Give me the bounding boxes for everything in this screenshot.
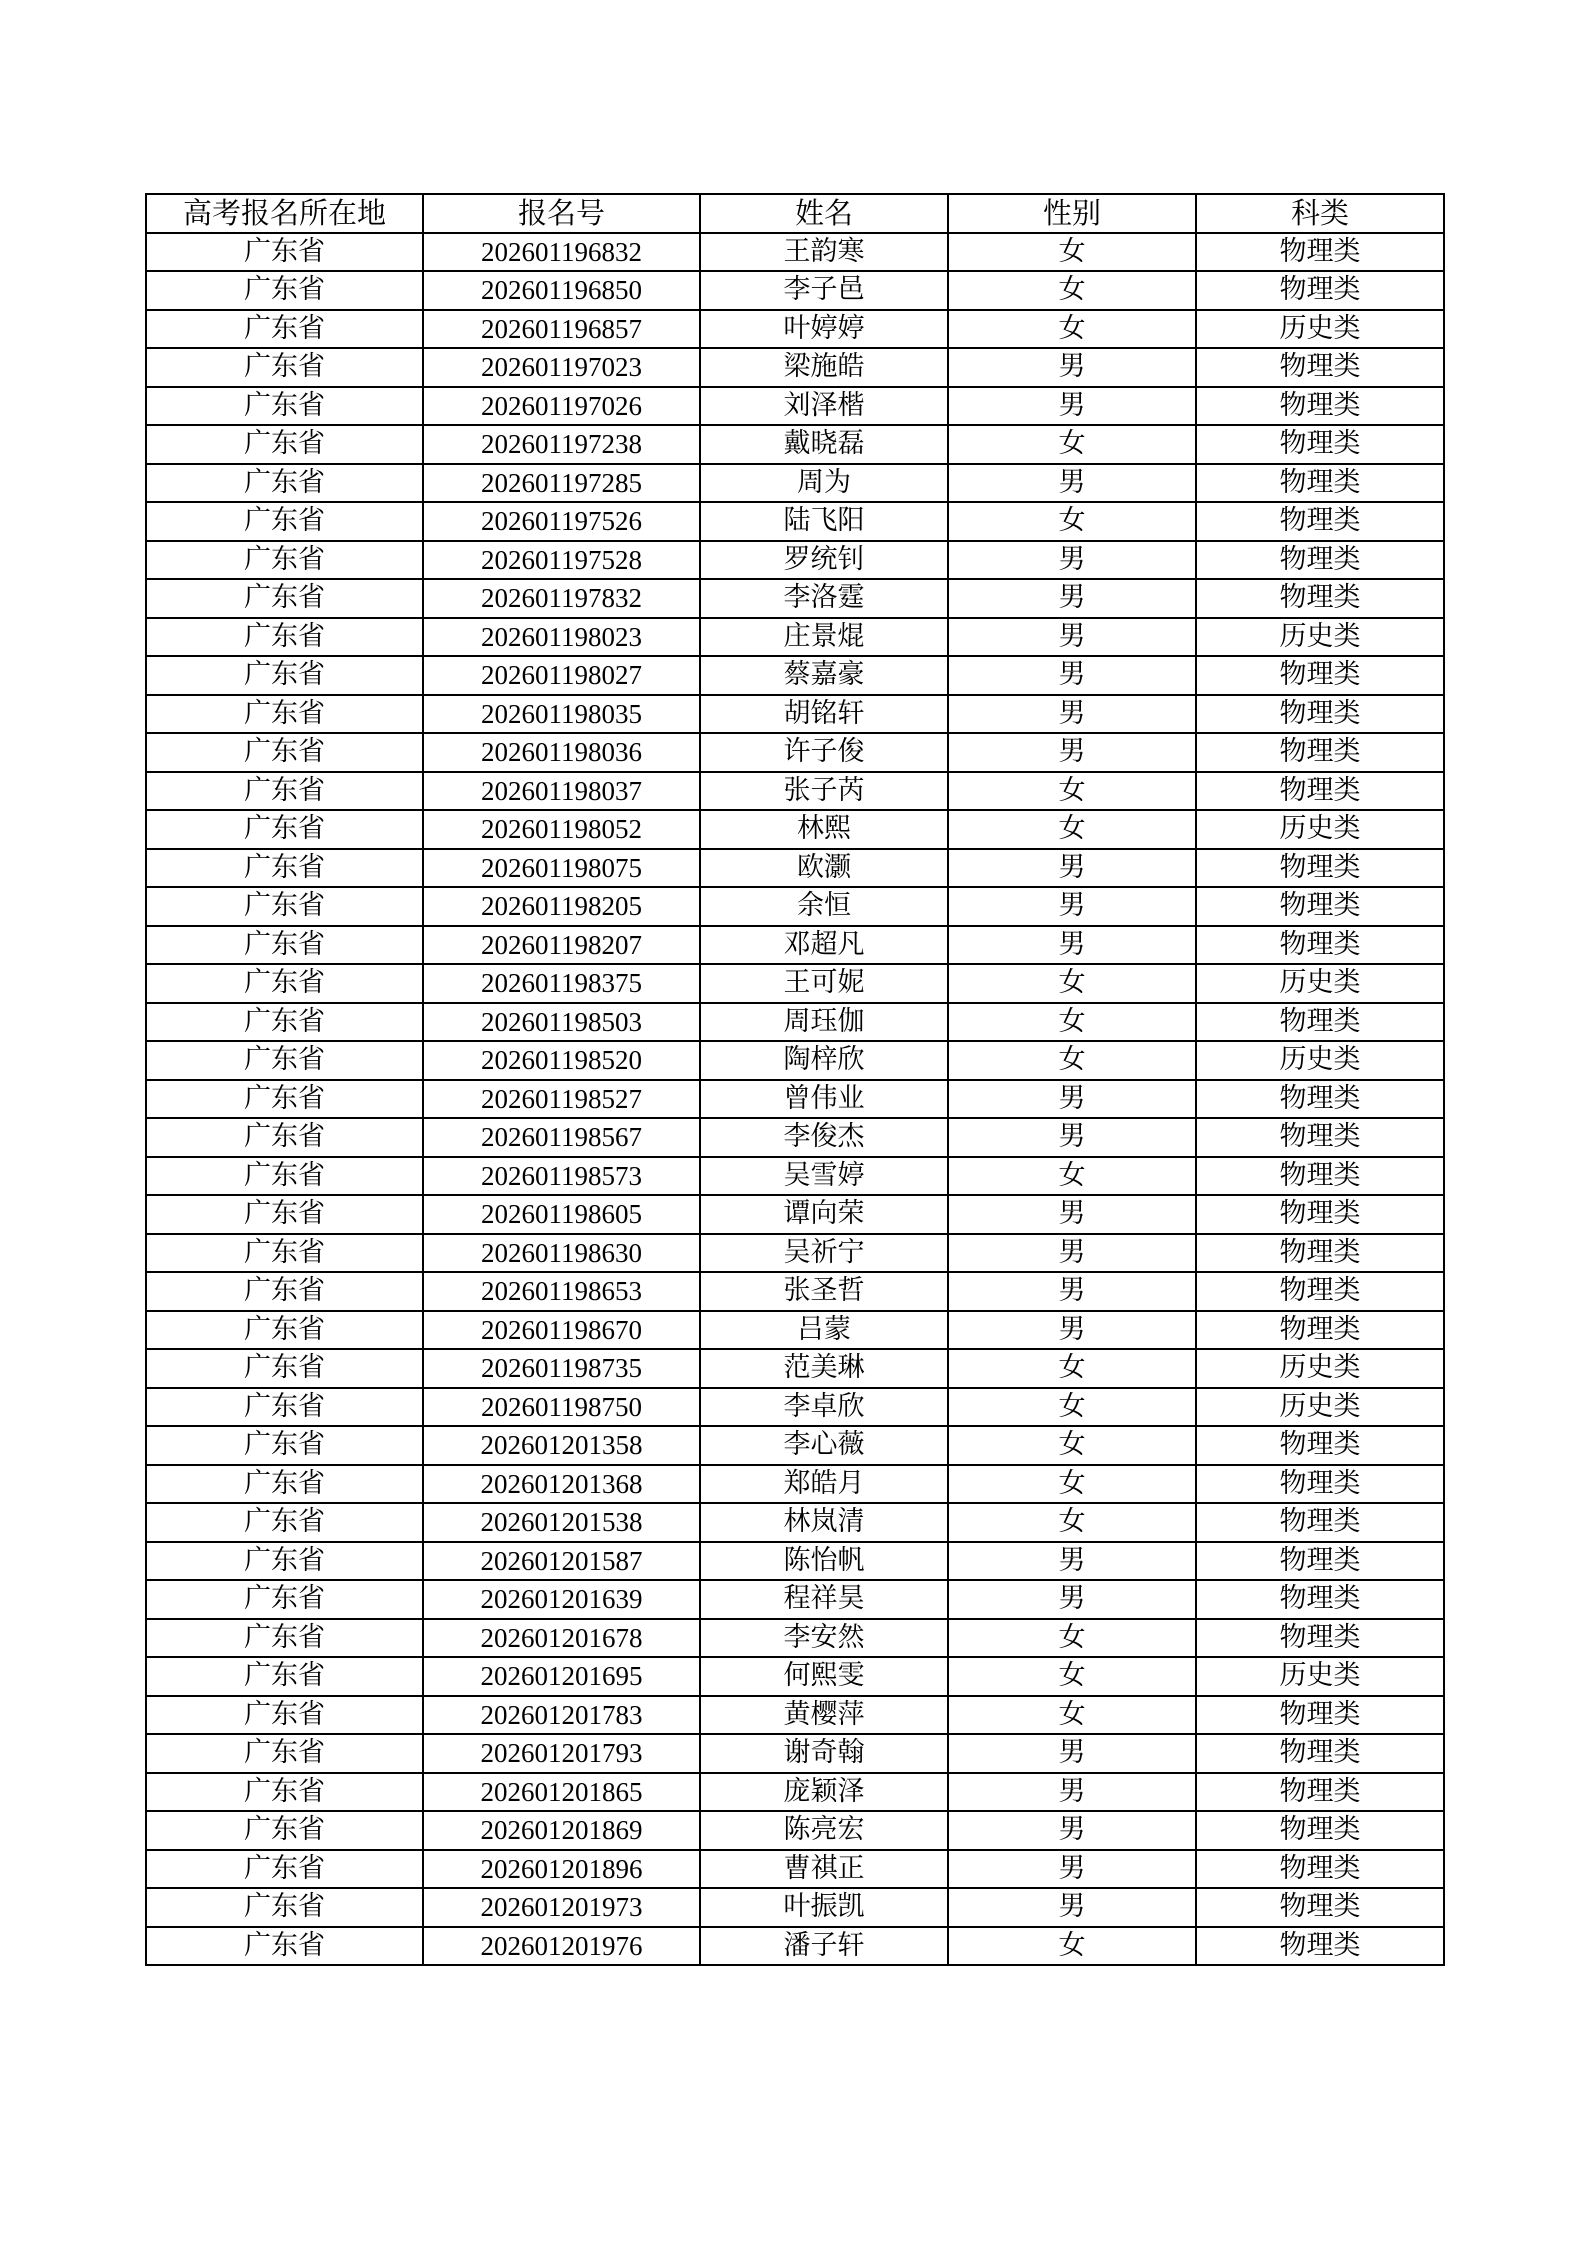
- cell-gender: 女: [948, 772, 1196, 811]
- cell-name: 许子俊: [700, 733, 948, 772]
- cell-registration-number: 202601201793: [423, 1734, 700, 1773]
- cell-name: 何熙雯: [700, 1657, 948, 1696]
- cell-location: 广东省: [146, 887, 423, 926]
- cell-name: 李卓欣: [700, 1388, 948, 1427]
- cell-gender: 男: [948, 1542, 1196, 1581]
- cell-gender: 男: [948, 1080, 1196, 1119]
- cell-registration-number: 202601198075: [423, 849, 700, 888]
- table-row: [146, 849, 1444, 888]
- header-subject-track: 科类: [1196, 194, 1444, 233]
- cell-registration-number: 202601198630: [423, 1234, 700, 1273]
- cell-registration-number: 202601198023: [423, 618, 700, 657]
- cell-name: 李洛霆: [700, 579, 948, 618]
- cell-registration-number: 202601198036: [423, 733, 700, 772]
- cell-name: 黄樱萍: [700, 1696, 948, 1735]
- cell-subject-track: 物理类: [1196, 1465, 1444, 1504]
- table-row: [146, 425, 1444, 464]
- table-row: [146, 1195, 1444, 1234]
- cell-location: 广东省: [146, 1234, 423, 1273]
- cell-gender: 女: [948, 271, 1196, 310]
- cell-registration-number: 202601198503: [423, 1003, 700, 1042]
- header-name: 姓名: [700, 194, 948, 233]
- cell-location: 广东省: [146, 1195, 423, 1234]
- cell-subject-track: 物理类: [1196, 772, 1444, 811]
- table-row: [146, 1272, 1444, 1311]
- cell-location: 广东省: [146, 1580, 423, 1619]
- cell-location: 广东省: [146, 1003, 423, 1042]
- cell-name: 郑皓月: [700, 1465, 948, 1504]
- cell-registration-number: 202601201896: [423, 1850, 700, 1889]
- cell-registration-number: 202601201783: [423, 1696, 700, 1735]
- cell-registration-number: 202601198375: [423, 964, 700, 1003]
- table-row: [146, 387, 1444, 426]
- cell-registration-number: 202601198027: [423, 656, 700, 695]
- cell-location: 广东省: [146, 849, 423, 888]
- cell-subject-track: 物理类: [1196, 502, 1444, 541]
- cell-gender: 女: [948, 502, 1196, 541]
- cell-subject-track: 物理类: [1196, 1426, 1444, 1465]
- cell-gender: 男: [948, 1580, 1196, 1619]
- table-row: [146, 1234, 1444, 1273]
- cell-location: 广东省: [146, 579, 423, 618]
- cell-subject-track: 物理类: [1196, 1195, 1444, 1234]
- cell-name: 吴雪婷: [700, 1157, 948, 1196]
- cell-gender: 女: [948, 1349, 1196, 1388]
- cell-gender: 女: [948, 810, 1196, 849]
- cell-name: 谢奇翰: [700, 1734, 948, 1773]
- cell-location: 广东省: [146, 1811, 423, 1850]
- cell-subject-track: 物理类: [1196, 348, 1444, 387]
- cell-name: 周珏伽: [700, 1003, 948, 1042]
- cell-location: 广东省: [146, 233, 423, 272]
- table-row: [146, 579, 1444, 618]
- cell-name: 吕蒙: [700, 1311, 948, 1350]
- header-gender: 性别: [948, 194, 1196, 233]
- cell-name: 吴祈宁: [700, 1234, 948, 1273]
- cell-name: 叶婷婷: [700, 310, 948, 349]
- table-row: [146, 1349, 1444, 1388]
- cell-registration-number: 202601197528: [423, 541, 700, 580]
- cell-location: 广东省: [146, 1349, 423, 1388]
- cell-location: 广东省: [146, 1619, 423, 1658]
- cell-gender: 男: [948, 695, 1196, 734]
- table-row: [146, 1888, 1444, 1927]
- cell-gender: 女: [948, 425, 1196, 464]
- table-row: [146, 1080, 1444, 1119]
- cell-subject-track: 物理类: [1196, 271, 1444, 310]
- table-row: [146, 926, 1444, 965]
- cell-subject-track: 历史类: [1196, 1041, 1444, 1080]
- cell-subject-track: 物理类: [1196, 926, 1444, 965]
- cell-gender: 男: [948, 1850, 1196, 1889]
- cell-name: 李俊杰: [700, 1118, 948, 1157]
- cell-location: 广东省: [146, 926, 423, 965]
- cell-location: 广东省: [146, 502, 423, 541]
- cell-location: 广东省: [146, 618, 423, 657]
- table-row: [146, 1927, 1444, 1966]
- cell-subject-track: 物理类: [1196, 695, 1444, 734]
- cell-registration-number: 202601198035: [423, 695, 700, 734]
- table-row: [146, 656, 1444, 695]
- cell-location: 广东省: [146, 1773, 423, 1812]
- cell-location: 广东省: [146, 1118, 423, 1157]
- cell-subject-track: 物理类: [1196, 733, 1444, 772]
- cell-gender: 男: [948, 1734, 1196, 1773]
- cell-gender: 男: [948, 1773, 1196, 1812]
- cell-gender: 男: [948, 579, 1196, 618]
- cell-location: 广东省: [146, 271, 423, 310]
- cell-name: 潘子轩: [700, 1927, 948, 1966]
- table-row: [146, 1734, 1444, 1773]
- cell-subject-track: 物理类: [1196, 849, 1444, 888]
- cell-name: 王韵寒: [700, 233, 948, 272]
- cell-subject-track: 物理类: [1196, 887, 1444, 926]
- cell-subject-track: 物理类: [1196, 1003, 1444, 1042]
- cell-registration-number: 202601197026: [423, 387, 700, 426]
- cell-location: 广东省: [146, 1465, 423, 1504]
- cell-name: 谭向荣: [700, 1195, 948, 1234]
- table-row: [146, 1619, 1444, 1658]
- table-row: [146, 1503, 1444, 1542]
- cell-name: 曹祺正: [700, 1850, 948, 1889]
- cell-registration-number: 202601198573: [423, 1157, 700, 1196]
- cell-subject-track: 物理类: [1196, 1503, 1444, 1542]
- cell-registration-number: 202601196832: [423, 233, 700, 272]
- table-row: [146, 1426, 1444, 1465]
- table-row: [146, 1850, 1444, 1889]
- cell-gender: 男: [948, 541, 1196, 580]
- cell-subject-track: 物理类: [1196, 1619, 1444, 1658]
- cell-gender: 女: [948, 1503, 1196, 1542]
- table-header-row: [146, 194, 1444, 233]
- cell-registration-number: 202601198052: [423, 810, 700, 849]
- cell-subject-track: 物理类: [1196, 1811, 1444, 1850]
- cell-gender: 女: [948, 310, 1196, 349]
- cell-location: 广东省: [146, 387, 423, 426]
- header-registration-number: 报名号: [423, 194, 700, 233]
- table-row: [146, 1580, 1444, 1619]
- table-row: [146, 1657, 1444, 1696]
- table-row: [146, 502, 1444, 541]
- cell-gender: 男: [948, 464, 1196, 503]
- cell-registration-number: 202601198205: [423, 887, 700, 926]
- cell-location: 广东省: [146, 1080, 423, 1119]
- cell-name: 程祥昊: [700, 1580, 948, 1619]
- table-row: [146, 1157, 1444, 1196]
- cell-location: 广东省: [146, 348, 423, 387]
- table-row: [146, 1465, 1444, 1504]
- cell-subject-track: 物理类: [1196, 579, 1444, 618]
- cell-registration-number: 202601201639: [423, 1580, 700, 1619]
- cell-location: 广东省: [146, 1927, 423, 1966]
- cell-subject-track: 历史类: [1196, 964, 1444, 1003]
- table-row: [146, 1811, 1444, 1850]
- table-row: [146, 271, 1444, 310]
- cell-gender: 女: [948, 964, 1196, 1003]
- cell-registration-number: 202601198750: [423, 1388, 700, 1427]
- header-location: 高考报名所在地: [146, 194, 423, 233]
- cell-registration-number: 202601196850: [423, 271, 700, 310]
- cell-name: 胡铭轩: [700, 695, 948, 734]
- cell-name: 梁施皓: [700, 348, 948, 387]
- cell-gender: 男: [948, 1272, 1196, 1311]
- cell-location: 广东省: [146, 810, 423, 849]
- cell-subject-track: 物理类: [1196, 387, 1444, 426]
- cell-registration-number: 202601201358: [423, 1426, 700, 1465]
- cell-location: 广东省: [146, 1850, 423, 1889]
- cell-gender: 女: [948, 1657, 1196, 1696]
- table-row: [146, 618, 1444, 657]
- cell-gender: 男: [948, 387, 1196, 426]
- table-row: [146, 464, 1444, 503]
- cell-subject-track: 物理类: [1196, 1580, 1444, 1619]
- cell-subject-track: 物理类: [1196, 425, 1444, 464]
- cell-name: 周为: [700, 464, 948, 503]
- cell-subject-track: 物理类: [1196, 1773, 1444, 1812]
- cell-location: 广东省: [146, 1426, 423, 1465]
- cell-gender: 男: [948, 1234, 1196, 1273]
- table-body: [146, 233, 1444, 1966]
- cell-subject-track: 历史类: [1196, 810, 1444, 849]
- cell-name: 庄景焜: [700, 618, 948, 657]
- cell-subject-track: 历史类: [1196, 1657, 1444, 1696]
- cell-subject-track: 物理类: [1196, 541, 1444, 580]
- cell-gender: 男: [948, 849, 1196, 888]
- cell-name: 范美琳: [700, 1349, 948, 1388]
- cell-location: 广东省: [146, 425, 423, 464]
- cell-subject-track: 物理类: [1196, 1888, 1444, 1927]
- table-row: [146, 772, 1444, 811]
- table-row: [146, 733, 1444, 772]
- cell-registration-number: 202601198735: [423, 1349, 700, 1388]
- cell-subject-track: 历史类: [1196, 618, 1444, 657]
- cell-subject-track: 物理类: [1196, 1118, 1444, 1157]
- cell-subject-track: 物理类: [1196, 1080, 1444, 1119]
- cell-subject-track: 物理类: [1196, 1542, 1444, 1581]
- table-row: [146, 310, 1444, 349]
- cell-registration-number: 202601197526: [423, 502, 700, 541]
- cell-registration-number: 202601196857: [423, 310, 700, 349]
- cell-registration-number: 202601198520: [423, 1041, 700, 1080]
- cell-name: 陶梓欣: [700, 1041, 948, 1080]
- cell-location: 广东省: [146, 772, 423, 811]
- table-row: [146, 1311, 1444, 1350]
- cell-name: 庞颖泽: [700, 1773, 948, 1812]
- cell-name: 陈亮宏: [700, 1811, 948, 1850]
- cell-subject-track: 物理类: [1196, 1696, 1444, 1735]
- cell-location: 广东省: [146, 964, 423, 1003]
- cell-registration-number: 202601201587: [423, 1542, 700, 1581]
- cell-gender: 男: [948, 926, 1196, 965]
- cell-subject-track: 历史类: [1196, 310, 1444, 349]
- cell-name: 林熙: [700, 810, 948, 849]
- table-row: [146, 348, 1444, 387]
- cell-registration-number: 202601198670: [423, 1311, 700, 1350]
- cell-name: 余恒: [700, 887, 948, 926]
- cell-name: 张圣哲: [700, 1272, 948, 1311]
- cell-gender: 女: [948, 233, 1196, 272]
- cell-gender: 女: [948, 1927, 1196, 1966]
- cell-name: 王可妮: [700, 964, 948, 1003]
- cell-subject-track: 物理类: [1196, 1311, 1444, 1350]
- cell-registration-number: 202601197285: [423, 464, 700, 503]
- table-row: [146, 695, 1444, 734]
- cell-name: 蔡嘉豪: [700, 656, 948, 695]
- table-row: [146, 1542, 1444, 1581]
- cell-name: 李心薇: [700, 1426, 948, 1465]
- cell-subject-track: 物理类: [1196, 1157, 1444, 1196]
- cell-name: 林岚清: [700, 1503, 948, 1542]
- cell-gender: 女: [948, 1003, 1196, 1042]
- cell-gender: 男: [948, 1811, 1196, 1850]
- cell-subject-track: 物理类: [1196, 1927, 1444, 1966]
- table-row: [146, 1388, 1444, 1427]
- cell-gender: 女: [948, 1619, 1196, 1658]
- cell-gender: 男: [948, 618, 1196, 657]
- cell-registration-number: 202601198605: [423, 1195, 700, 1234]
- cell-subject-track: 历史类: [1196, 1349, 1444, 1388]
- table-row: [146, 1696, 1444, 1735]
- cell-gender: 男: [948, 733, 1196, 772]
- cell-registration-number: 202601198653: [423, 1272, 700, 1311]
- cell-gender: 女: [948, 1696, 1196, 1735]
- cell-gender: 男: [948, 348, 1196, 387]
- cell-name: 李安然: [700, 1619, 948, 1658]
- cell-gender: 男: [948, 1118, 1196, 1157]
- cell-subject-track: 物理类: [1196, 1272, 1444, 1311]
- cell-registration-number: 202601201869: [423, 1811, 700, 1850]
- table-row: [146, 887, 1444, 926]
- cell-gender: 女: [948, 1465, 1196, 1504]
- cell-registration-number: 202601201976: [423, 1927, 700, 1966]
- cell-gender: 女: [948, 1426, 1196, 1465]
- table-row: [146, 810, 1444, 849]
- cell-subject-track: 物理类: [1196, 1234, 1444, 1273]
- cell-registration-number: 202601201695: [423, 1657, 700, 1696]
- cell-subject-track: 物理类: [1196, 1734, 1444, 1773]
- cell-location: 广东省: [146, 1272, 423, 1311]
- cell-location: 广东省: [146, 464, 423, 503]
- cell-location: 广东省: [146, 1657, 423, 1696]
- cell-gender: 女: [948, 1041, 1196, 1080]
- cell-name: 陈怡帆: [700, 1542, 948, 1581]
- cell-name: 欧灏: [700, 849, 948, 888]
- cell-name: 陆飞阳: [700, 502, 948, 541]
- cell-location: 广东省: [146, 1888, 423, 1927]
- cell-location: 广东省: [146, 1041, 423, 1080]
- table-row: [146, 964, 1444, 1003]
- cell-gender: 男: [948, 656, 1196, 695]
- cell-gender: 女: [948, 1157, 1196, 1196]
- cell-registration-number: 202601201865: [423, 1773, 700, 1812]
- cell-registration-number: 202601198527: [423, 1080, 700, 1119]
- cell-registration-number: 202601198207: [423, 926, 700, 965]
- cell-gender: 女: [948, 1388, 1196, 1427]
- cell-name: 戴晓磊: [700, 425, 948, 464]
- cell-registration-number: 202601201678: [423, 1619, 700, 1658]
- table-row: [146, 541, 1444, 580]
- cell-name: 李子邑: [700, 271, 948, 310]
- cell-registration-number: 202601197238: [423, 425, 700, 464]
- registration-table: [145, 193, 1445, 1966]
- cell-location: 广东省: [146, 310, 423, 349]
- cell-gender: 男: [948, 1311, 1196, 1350]
- cell-location: 广东省: [146, 656, 423, 695]
- cell-subject-track: 物理类: [1196, 656, 1444, 695]
- table-row: [146, 1118, 1444, 1157]
- cell-registration-number: 202601201973: [423, 1888, 700, 1927]
- cell-registration-number: 202601201368: [423, 1465, 700, 1504]
- cell-name: 曾伟业: [700, 1080, 948, 1119]
- cell-subject-track: 物理类: [1196, 1850, 1444, 1889]
- cell-registration-number: 202601197023: [423, 348, 700, 387]
- table-row: [146, 1003, 1444, 1042]
- cell-location: 广东省: [146, 1696, 423, 1735]
- cell-name: 叶振凯: [700, 1888, 948, 1927]
- cell-location: 广东省: [146, 695, 423, 734]
- table-row: [146, 233, 1444, 272]
- cell-location: 广东省: [146, 1388, 423, 1427]
- cell-registration-number: 202601198037: [423, 772, 700, 811]
- cell-subject-track: 物理类: [1196, 233, 1444, 272]
- cell-location: 广东省: [146, 541, 423, 580]
- table-row: [146, 1041, 1444, 1080]
- cell-gender: 男: [948, 1888, 1196, 1927]
- cell-registration-number: 202601198567: [423, 1118, 700, 1157]
- cell-name: 张子芮: [700, 772, 948, 811]
- cell-location: 广东省: [146, 1157, 423, 1196]
- cell-registration-number: 202601201538: [423, 1503, 700, 1542]
- cell-subject-track: 物理类: [1196, 464, 1444, 503]
- cell-name: 罗统钊: [700, 541, 948, 580]
- cell-name: 邓超凡: [700, 926, 948, 965]
- cell-subject-track: 历史类: [1196, 1388, 1444, 1427]
- cell-gender: 男: [948, 887, 1196, 926]
- table-row: [146, 1773, 1444, 1812]
- cell-location: 广东省: [146, 1311, 423, 1350]
- cell-registration-number: 202601197832: [423, 579, 700, 618]
- cell-location: 广东省: [146, 1542, 423, 1581]
- cell-location: 广东省: [146, 1734, 423, 1773]
- cell-gender: 男: [948, 1195, 1196, 1234]
- cell-location: 广东省: [146, 1503, 423, 1542]
- cell-location: 广东省: [146, 733, 423, 772]
- cell-name: 刘泽楷: [700, 387, 948, 426]
